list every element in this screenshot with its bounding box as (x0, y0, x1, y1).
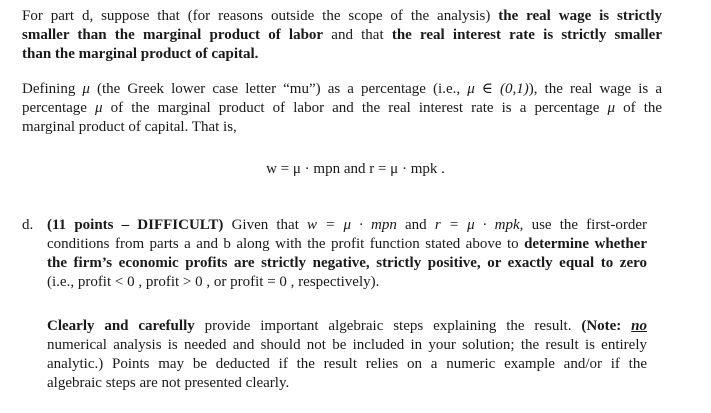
intro-bold-text: smaller than the marginal product of labor (22, 27, 324, 43)
part-label: d. (22, 217, 34, 233)
part-d-line-1 (47, 216, 647, 235)
part-d-line-4: (i.e., profit < 0 , profit > 0 , or profit = 0 , respectively). (47, 274, 380, 290)
defining-text: of the marginal product of labor and the real interest rate is a percentage (102, 100, 608, 116)
note-line-1 (47, 317, 647, 336)
mu-symbol: μ (82, 81, 90, 97)
mu-symbol: μ (607, 100, 616, 116)
part-d-paragraph (47, 216, 647, 292)
part-d-bold-text: the firm’s economic profits are strictly negative, strictly positive, or exactly equal to zero (47, 255, 647, 271)
note-emphasis: no (631, 318, 647, 334)
note-line-3: analytic.) Points may be deducted if the result relies on a numeric example and/or if the (47, 356, 647, 372)
points-label: (11 points – DIFFICULT) (47, 217, 224, 233)
intro-bold-text: than the marginal product of capital. (22, 46, 259, 62)
part-d-bold-text: determine whether (524, 236, 647, 252)
wage-equation: w = μ · mpn (307, 217, 397, 233)
intro-bold-text: the real interest rate is strictly smaller (391, 27, 662, 43)
part-d-text: Given that (223, 217, 308, 233)
defining-text: ), the real wage is a (528, 81, 662, 97)
defining-line-1 (22, 80, 662, 99)
part-d-line-3 (47, 254, 647, 273)
defining-paragraph (22, 80, 662, 137)
part-d-text: and (396, 217, 435, 233)
mu-range: μ ∈ (0,1) (467, 81, 529, 97)
note-text: provide important algebraic steps explaining the result. (194, 318, 582, 334)
intro-text: and that (323, 27, 392, 43)
intro-bold-text: the real wage is strictly (498, 8, 662, 24)
intro-line-2 (22, 26, 662, 45)
part-d-text: , use the first-order (519, 217, 647, 233)
defining-text: Defining (22, 81, 83, 97)
intro-line-1 (22, 7, 662, 26)
mu-symbol: μ (95, 100, 103, 116)
note-bold-text: (Note: (581, 318, 632, 334)
intro-text: For part d, suppose that (for reasons outside the scope of the analysis) (22, 8, 499, 24)
part-d-text: conditions from parts a and b along with the profit function stated above to (47, 236, 525, 252)
defining-text: percentage (22, 100, 96, 116)
note-line-2: numerical analysis is needed and should not be included in your solution; the result is entirely (47, 337, 647, 353)
note-line-4: algebraic steps are not presented clearly. (47, 375, 290, 391)
defining-line-2 (22, 99, 662, 118)
defining-text: of the (615, 100, 663, 116)
note-paragraph (47, 317, 647, 393)
intro-line-3 (22, 45, 662, 64)
intro-paragraph (22, 7, 662, 64)
part-d-line-2 (47, 235, 647, 254)
defining-text: (the Greek lower case letter “mu”) as a percentage (i.e., (89, 81, 468, 97)
interest-equation: r = μ · mpk (434, 217, 520, 233)
defining-line-3: marginal product of capital. That is, (22, 119, 237, 135)
equation-text: w = μ · mpn and r = μ · mpk . (266, 161, 445, 177)
part-d-label (22, 216, 46, 235)
note-bold-text: Clearly and carefully (47, 318, 195, 334)
wage-interest-equation (0, 160, 711, 179)
